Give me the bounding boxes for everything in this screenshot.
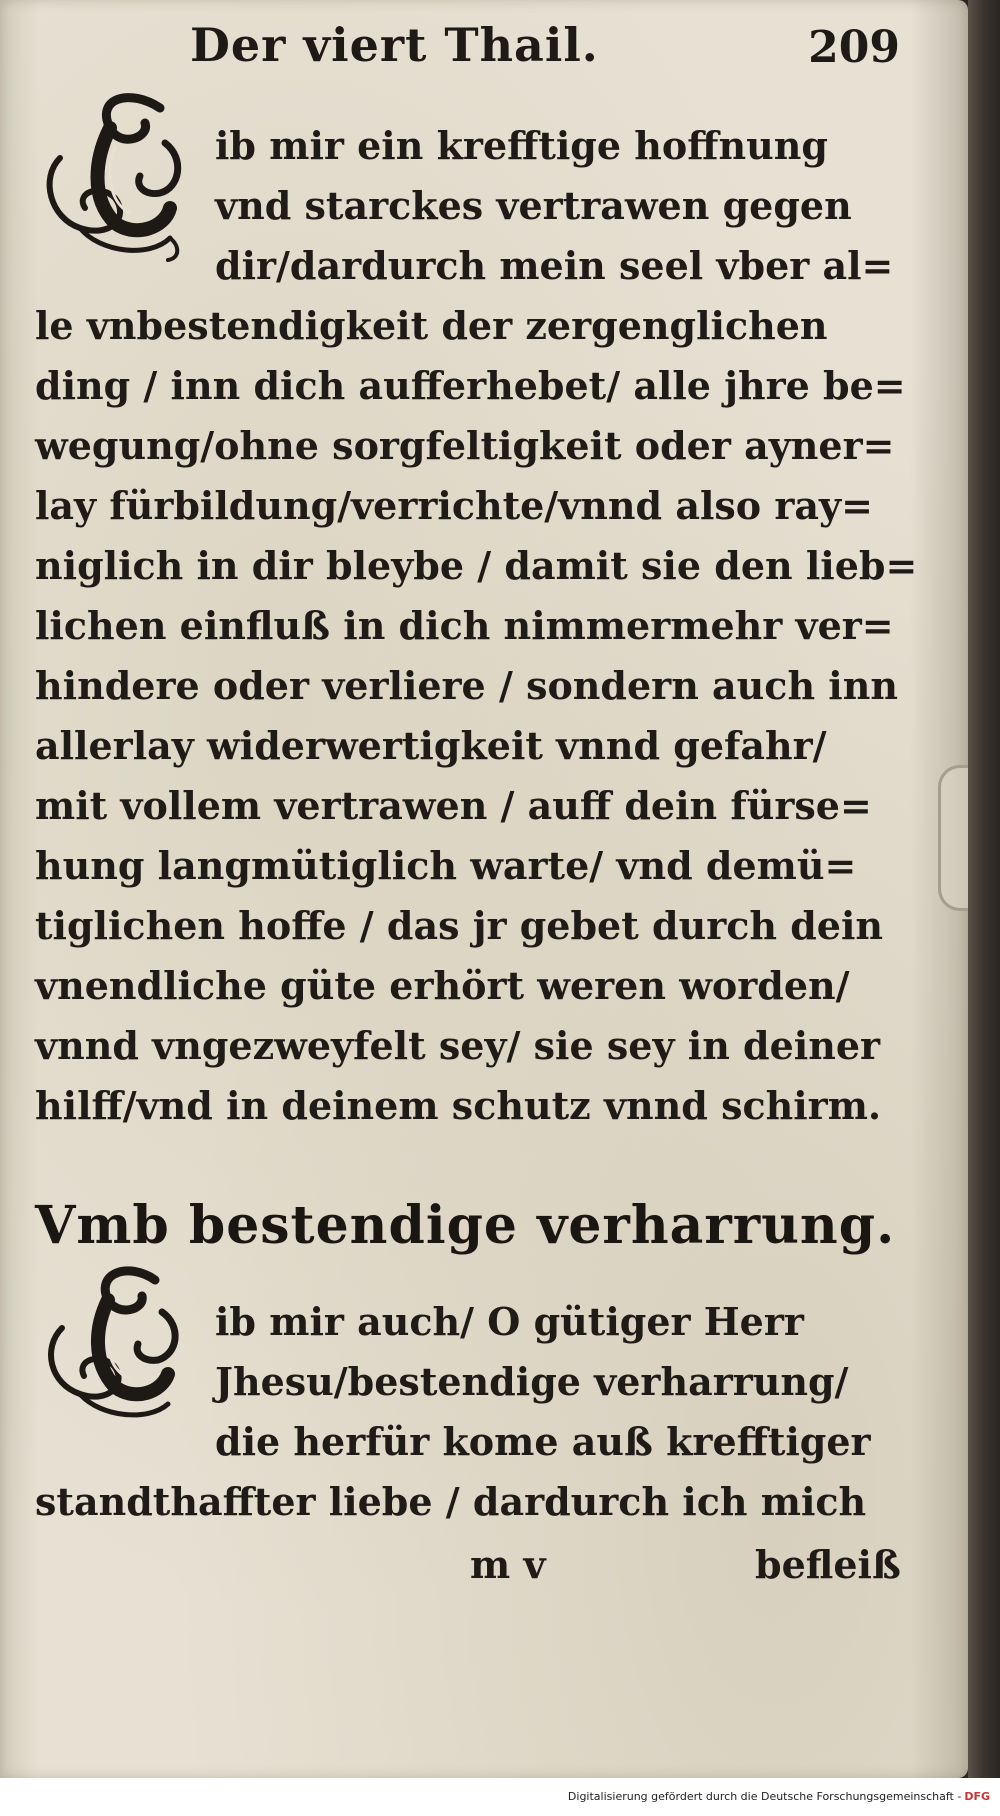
running-header: [190, 18, 900, 88]
credit-text: Digitalisierung gefördert durch die Deutsche Forschungsgemeinschaft -: [567, 1790, 962, 1803]
text-line: hung langmütiglich warte/ vnd demü=: [35, 843, 857, 888]
text-line: mit vollem vertrawen / auff dein fürse=: [35, 783, 872, 828]
initial-g-ornament: [40, 88, 190, 278]
book-edge: [968, 0, 1000, 1778]
catchword: befleiß: [755, 1542, 901, 1587]
funding-credit: [568, 1790, 990, 1803]
text-line: ib mir auch/ O gütiger Herr: [215, 1299, 804, 1344]
page-number: 209: [808, 22, 900, 73]
text-line: hilff/vnd in deinem schutz vnnd schirm.: [35, 1083, 882, 1128]
text-line: vnd starckes vertrawen gegen: [215, 183, 852, 228]
text-line: dir/dardurch mein seel vber al=: [215, 243, 894, 288]
initial-g-ornament: [40, 1262, 190, 1442]
decorative-initial-g: [40, 88, 190, 278]
signature-mark: m v: [470, 1542, 546, 1587]
text-line: lichen einfluß in dich nimmermehr ver=: [35, 603, 894, 648]
dfg-logo: DFG: [964, 1790, 990, 1803]
footer-bar: [0, 1778, 1000, 1816]
text-line: vnnd vngezweyfelt sey/ sie sey in deiner: [35, 1023, 881, 1068]
text-line: lay fürbildung/verrichte/vnnd also ray=: [35, 483, 873, 528]
text-line: standthaffter liebe / dardurch ich mich: [35, 1479, 867, 1524]
text-line: vnendliche güte erhört weren worden/: [35, 963, 850, 1008]
text-line: tiglichen hoffe / das jr gebet durch dein: [35, 903, 884, 948]
text-line: niglich in dir bleybe / damit sie den lieb=: [35, 543, 918, 588]
section-heading: Vmb bestendige verharrung.: [35, 1195, 896, 1256]
text-line: hindere oder verliere / sondern auch inn: [35, 663, 898, 708]
text-line: le vnbestendigkeit der zergenglichen: [35, 303, 828, 348]
text-line: wegung/ohne sorgfeltigkeit oder ayner=: [35, 423, 895, 468]
text-line: Jhesu/bestendige verharrung/: [215, 1359, 849, 1404]
text-line: die herfür kome auß krefftiger: [215, 1419, 871, 1464]
text-line: ib mir ein krefftige hoffnung: [215, 123, 828, 168]
text-line: ding / inn dich aufferhebet/ alle jhre be=: [35, 363, 906, 408]
text-line: allerlay widerwertigkeit vnnd gefahr/: [35, 723, 827, 768]
running-title: Der viert Thail.: [190, 18, 599, 72]
decorative-initial-g: [40, 1262, 190, 1442]
